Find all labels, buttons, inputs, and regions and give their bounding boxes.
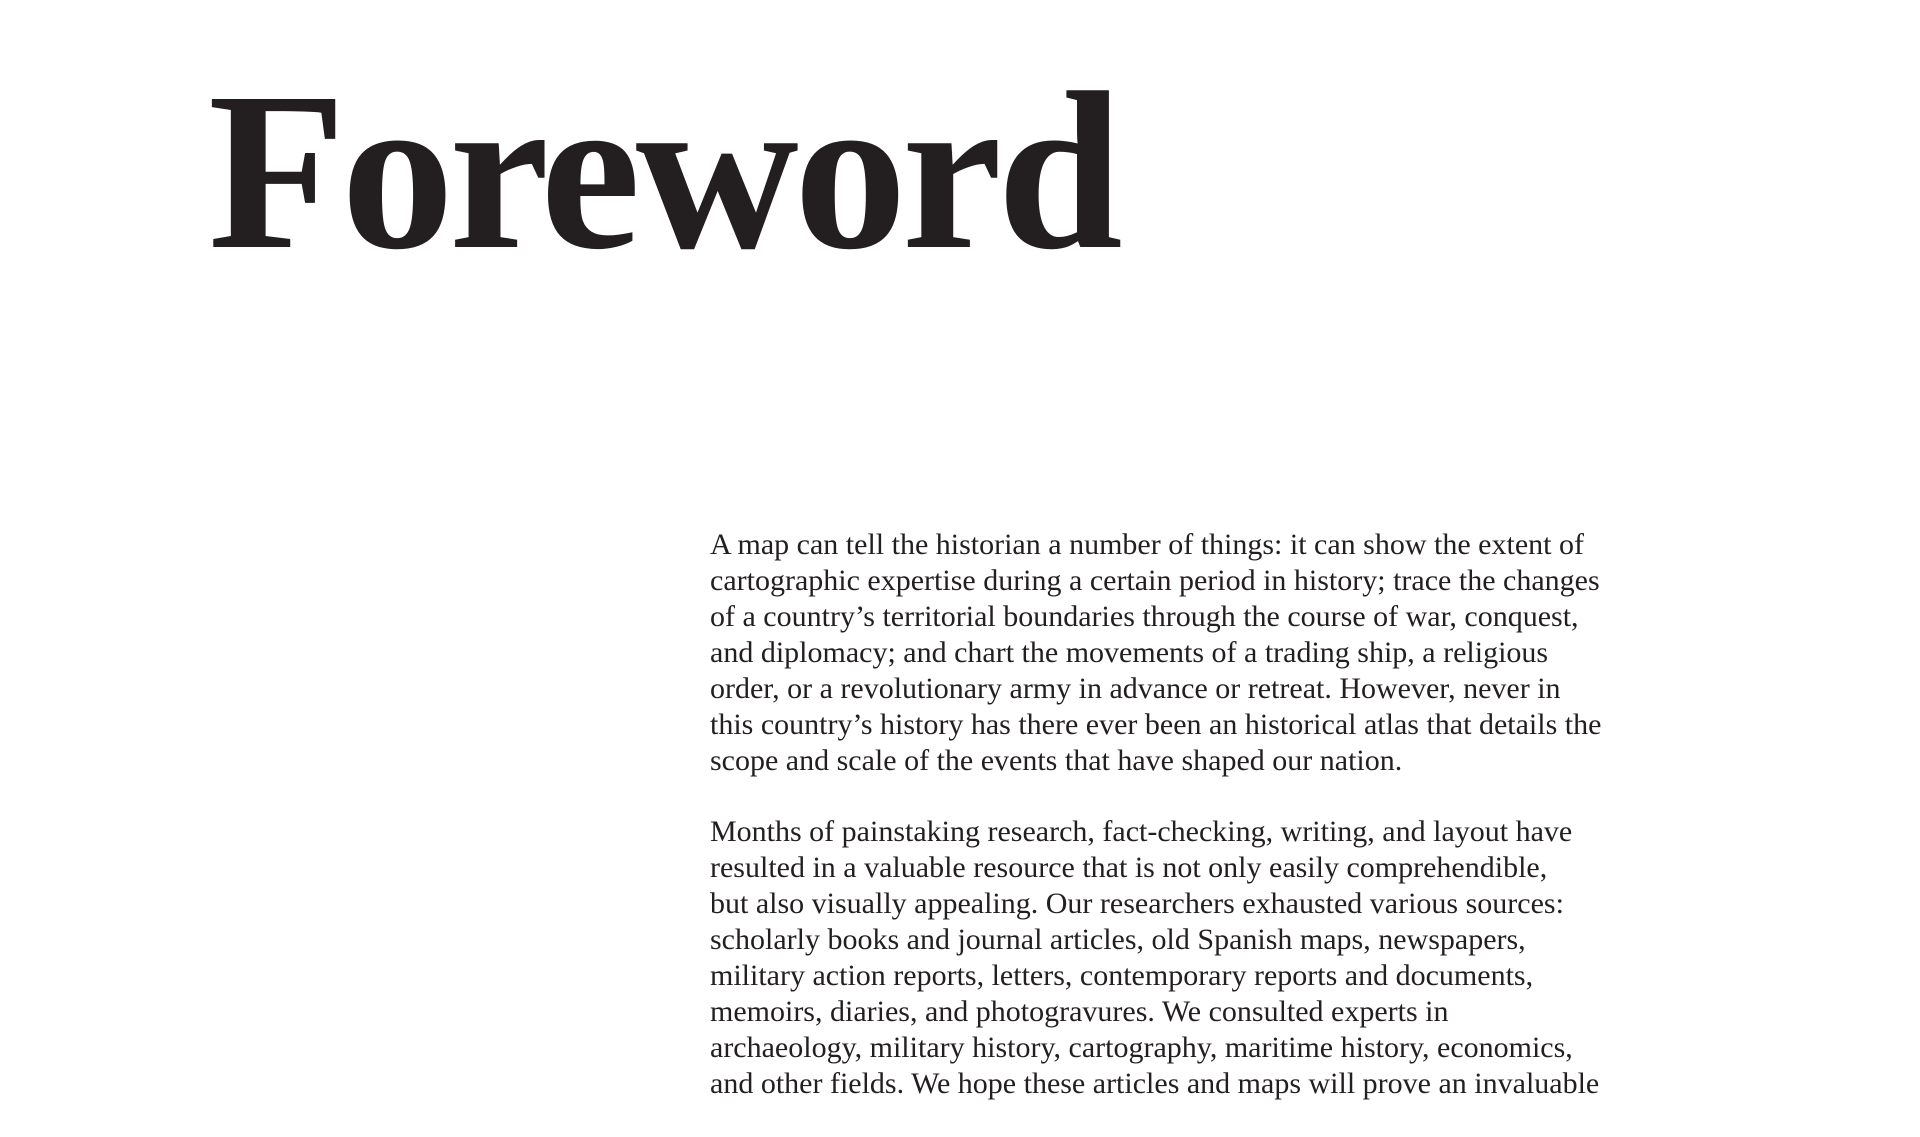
text-line: memoirs, diaries, and photogravures. We consulted experts in bbox=[710, 995, 1449, 1028]
body-text bbox=[710, 527, 1710, 1137]
text-line: this country’s history has there ever been an historical atlas that details the bbox=[710, 708, 1602, 741]
text-line: scholarly books and journal articles, old Spanish maps, newspapers, bbox=[710, 923, 1526, 956]
text-line: A map can tell the historian a number of things: it can show the extent of bbox=[710, 528, 1584, 561]
text-line: and other fields. We hope these articles and maps will prove an invaluable bbox=[710, 1067, 1600, 1100]
text-line: military action reports, letters, contemporary reports and documents, bbox=[710, 959, 1534, 992]
page-title: Foreword bbox=[208, 46, 1118, 296]
text-line: and diplomacy; and chart the movements of a trading ship, a religious bbox=[710, 636, 1549, 669]
text-line: cartographic expertise during a certain period in history; trace the changes bbox=[710, 564, 1600, 597]
text-line: resulted in a valuable resource that is not only easily comprehendible, bbox=[710, 851, 1548, 884]
text-line: scope and scale of the events that have shaped our nation. bbox=[710, 744, 1403, 777]
text-line: but also visually appealing. Our researchers exhausted various sources: bbox=[710, 887, 1564, 920]
text-line: Months of painstaking research, fact-checking, writing, and layout have bbox=[710, 815, 1573, 848]
paragraph-1 bbox=[710, 527, 1710, 779]
text-line: of a country’s territorial boundaries through the course of war, conquest, bbox=[710, 600, 1579, 633]
paragraph-2 bbox=[710, 814, 1710, 1102]
text-line: archaeology, military history, cartography, maritime history, economics, bbox=[710, 1031, 1573, 1064]
text-line: order, or a revolutionary army in advance or retreat. However, never in bbox=[710, 672, 1561, 705]
